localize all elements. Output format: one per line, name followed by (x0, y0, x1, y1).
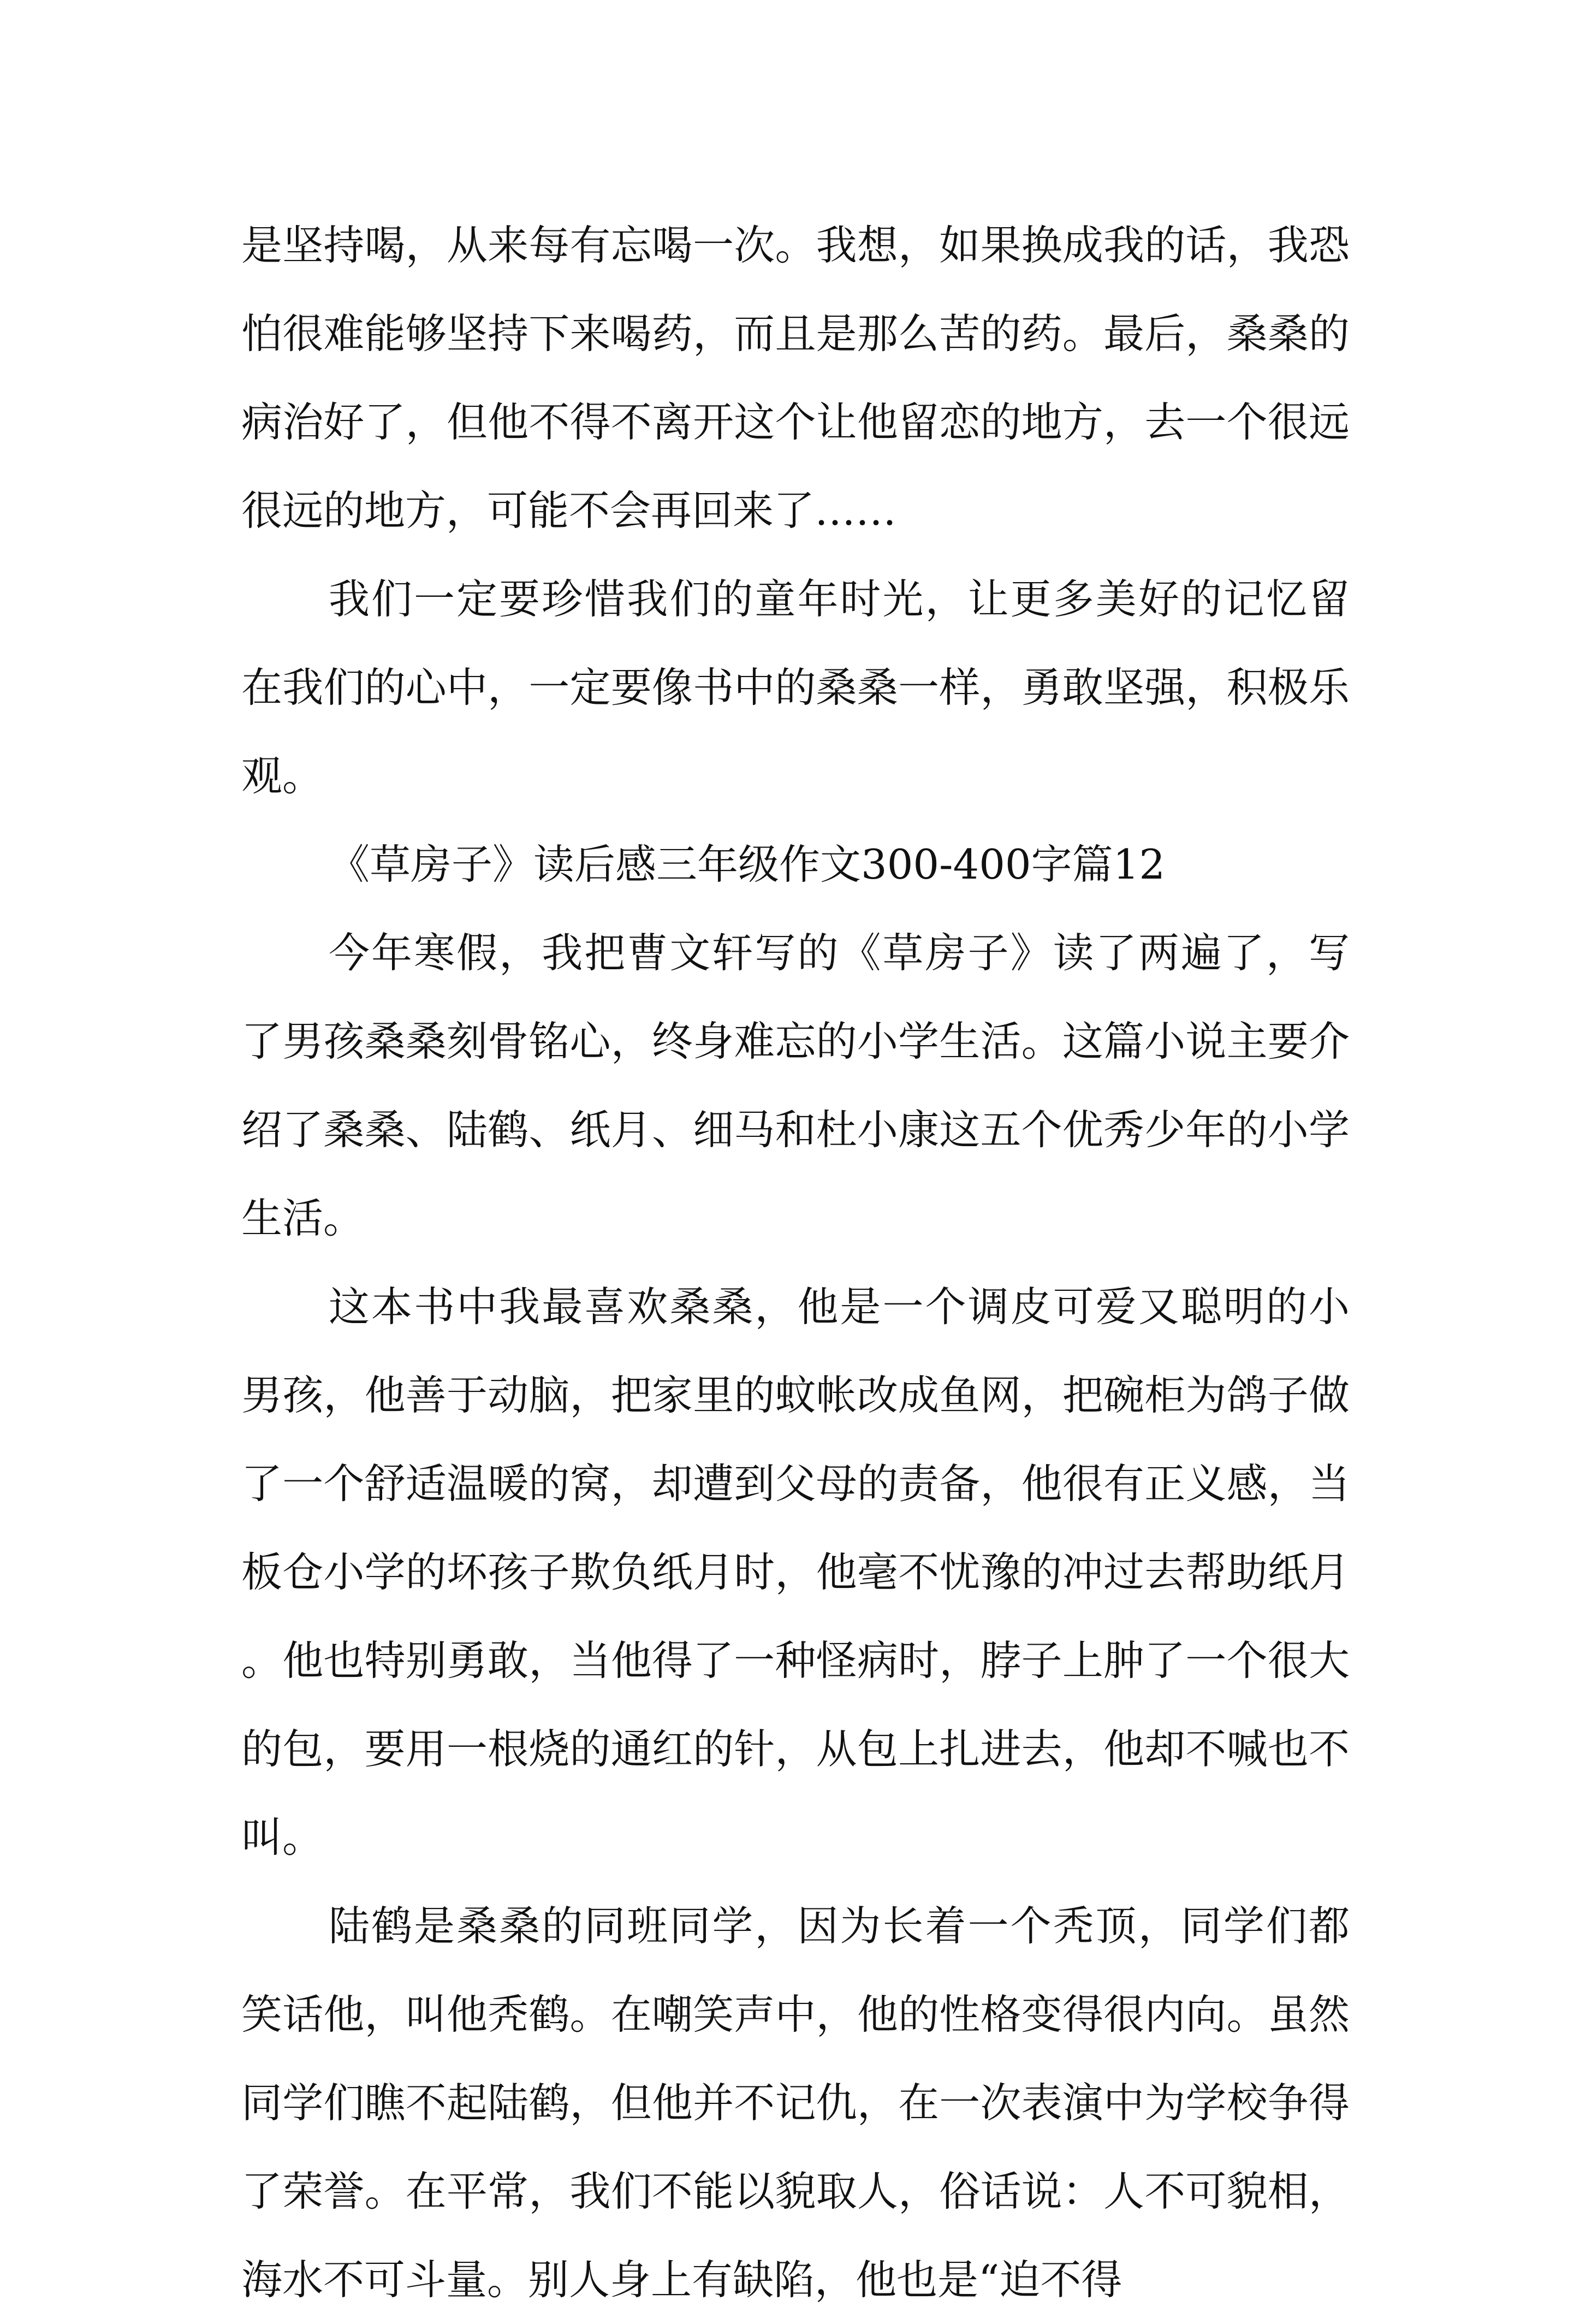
section-heading: 《草房子》读后感三年级作文300-400字篇12 (329, 840, 1166, 888)
paragraph-2: 我们一定要珍惜我们的童年时光，让更多美好的记忆留在我们的心中，一定要像书中的桑桑一样，勇敢坚强，积极乐观。 (241, 575, 1350, 800)
paragraph-5: 陆鹤是桑桑的同班同学，因为长着一个秃顶，同学们都笑话他，叫他秃鹤。在嘲笑声中，他的性格变得很内向。虽然同学们瞧不起陆鹤，但他并不记仇，在一次表演中为学校争得了荣誉。在平常，我们不能以貌取人，俗话说：人不可貌相，海水不可斗量。别人身上有缺陷，他也是“迫不得 (241, 1902, 1350, 2304)
document-page (241, 201, 1350, 2324)
paragraph-4: 这本书中我最喜欢桑桑，他是一个调皮可爱又聪明的小男孩，他善于动脑，把家里的蚊帐改成鱼网，把碗柜为鸽子做了一个舒适温暖的窝，却遭到父母的责备，他很有正义感，当板仓小学的坏孩子欺负纸月时，他毫不忧豫的冲过去帮助纸月。他也特别勇敢，当他得了一种怪病时，脖子上肿了一个很大的包，要用一根烧的通红的针，从包上扎进去，他却不喊也不叫。 (241, 1283, 1350, 1861)
paragraph-1: 是坚持喝，从来每有忘喝一次。我想，如果换成我的话，我恐怕很难能够坚持下来喝药，而且是那么苦的药。最后，桑桑的病治好了，但他不得不离开这个让他留恋的地方，去一个很远很远的地方，可能不会再回来了…… (241, 221, 1350, 535)
paragraph-3: 今年寒假，我把曹文轩写的《草房子》读了两遍了，写了男孩桑桑刻骨铭心，终身难忘的小学生活。这篇小说主要介绍了桑桑、陆鹤、纸月、细马和杜小康这五个优秀少年的小学生活。 (241, 929, 1350, 1242)
